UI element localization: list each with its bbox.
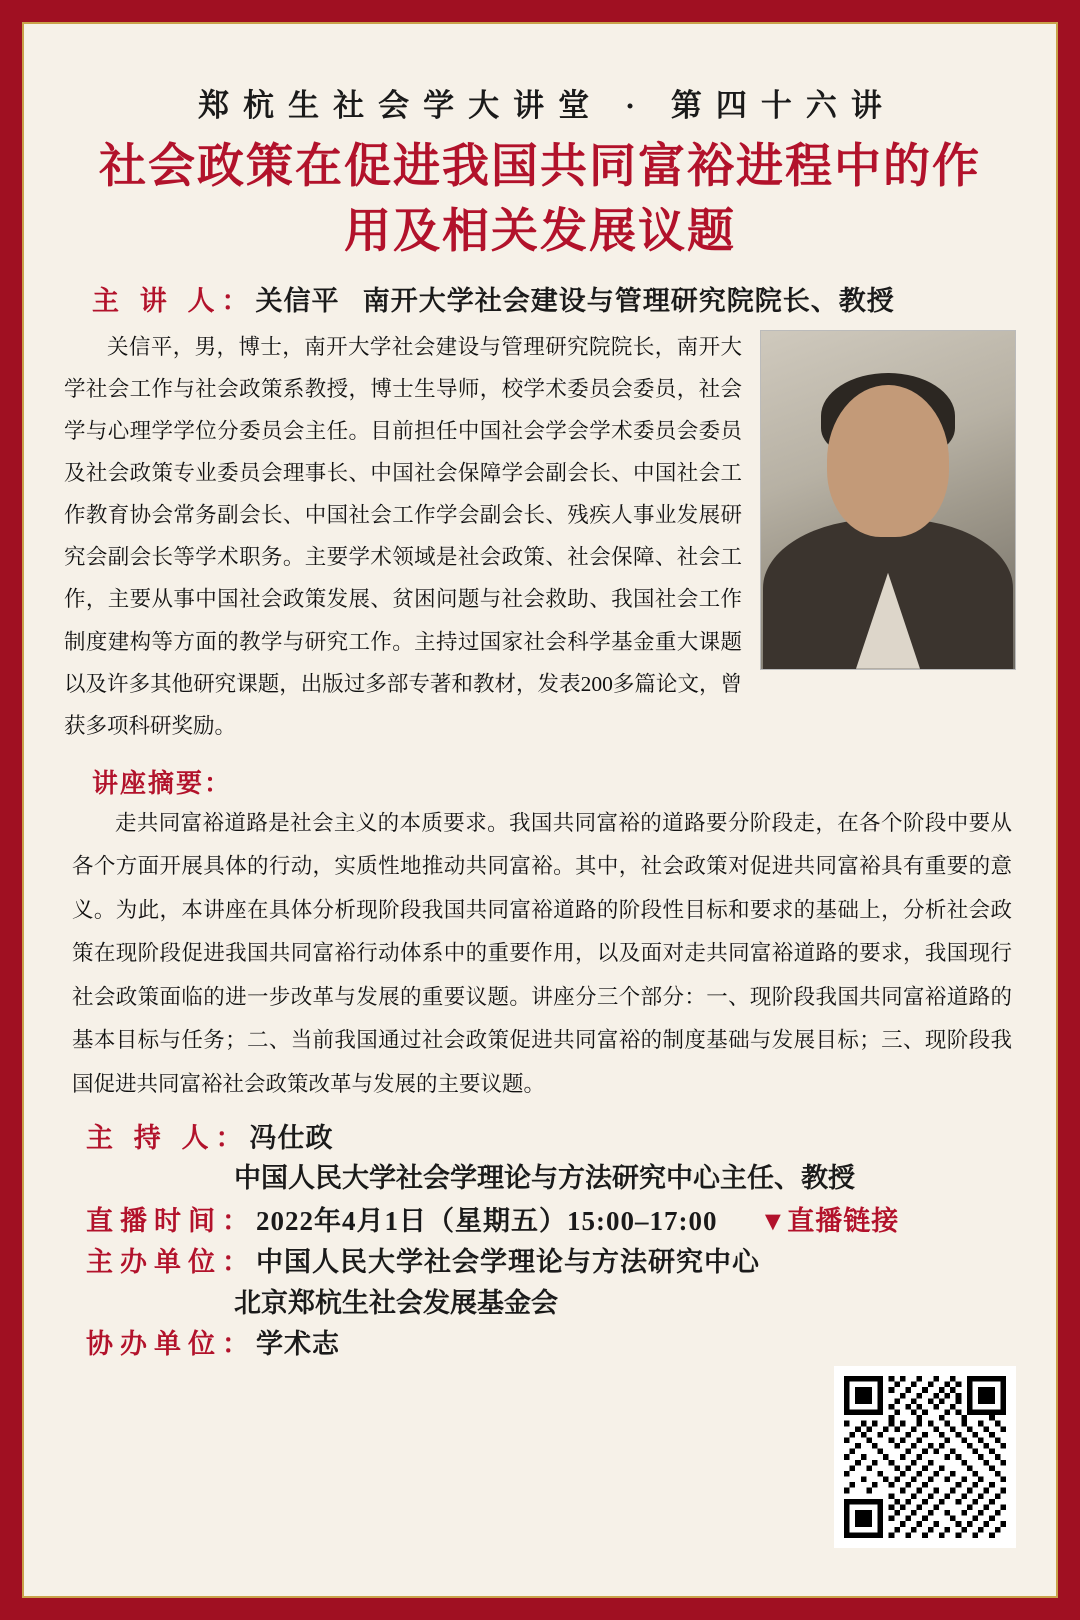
- abstract-heading: 讲座摘要：: [92, 768, 233, 798]
- series-subtitle: 郑杭生社会学大讲堂 · 第四十六讲: [198, 88, 896, 123]
- poster-body: [22, 22, 1058, 1598]
- time-label: 直播时间：: [86, 1205, 256, 1236]
- speaker-name: 关信平: [255, 285, 340, 316]
- speaker-affiliation: 南开大学社会建设与管理研究院院长、教授: [362, 285, 895, 316]
- speaker-label: 主 讲 人：: [92, 285, 256, 316]
- host-label: 主 持 人：: [86, 1122, 250, 1153]
- host-block: [58, 1118, 1022, 1365]
- organizer-line-1: 中国人民大学社会学理论与方法研究中心: [256, 1247, 760, 1278]
- speaker-portrait: [760, 330, 1016, 670]
- host-name: 冯仕政: [249, 1122, 334, 1153]
- page-title: 社会政策在促进我国共同富裕进程中的作用及相关发展议题: [99, 141, 981, 258]
- portrait-head-shape: [827, 385, 949, 537]
- time-row: [86, 1201, 1022, 1242]
- organizer-line-2: 北京郑杭生社会发展基金会: [234, 1287, 558, 1318]
- abstract-text: 走共同富裕道路是社会主义的本质要求。我国共同富裕的道路要分阶段走，在各个阶段中要从各个方面开展具体的行动，实质性地推动共同富裕。其中，社会政策对促进共同富裕具有重要的意义。为此，本讲座在具体分析现阶段我国共同富裕道路的阶段性目标和要求的基础上，分析社会政策在现阶段促进我国共同富裕行动体系中的重要作用，以及面对走共同富裕道路的要求，我国现行社会政策面临的进一步改革与发展的重要议题。讲座分三个部分：一、现阶段我国共同富裕道路的基本目标与任务；二、当前我国通过社会政策促进共同富裕的制度基础与发展目标；三、现阶段我国促进共同富裕社会政策改革与发展的主要议题。: [72, 810, 1012, 1096]
- speaker-heading: [92, 279, 1022, 318]
- coorganizer-value: 学术志: [256, 1329, 340, 1360]
- live-link-label[interactable]: ▼直播链接: [759, 1205, 900, 1236]
- coorganizer-label: 协办单位：: [86, 1329, 256, 1360]
- coorganizer-row: [86, 1324, 1022, 1365]
- qr-code[interactable]: [834, 1366, 1016, 1548]
- speaker-bio-text: 关信平，男，博士，南开大学社会建设与管理研究院院长，南开大学社会工作与社会政策系教授，博士生导师，校学术委员会委员，社会学与心理学学位分委员会主任。目前担任中国社会学会学术委员会委员及社会政策专业委员会理事长、中国社会保障学会副会长、中国社会工作教育协会常务副会长、中国社会工作学会副会长、残疾人事业发展研究会副会长等学术职务。主要学术领域是社会政策、社会保障、社会工作，主要从事中国社会政策发展、贫困问题与社会救助、我国社会工作制度建构等方面的教学与研究工作。主持过国家社会科学基金重大课题以及许多其他研究课题，出版过多部专著和教材，发表200多篇论文，曾获多项科研奖励。: [64, 334, 742, 738]
- host-row: [86, 1118, 1022, 1199]
- host-affiliation: 中国人民大学社会学理论与方法研究中心主任、教授: [234, 1163, 855, 1194]
- time-value: 2022年4月1日（星期五）15:00–17:00: [256, 1205, 718, 1236]
- organizer-label: 主办单位：: [86, 1247, 256, 1278]
- qr-code-image: [844, 1376, 1006, 1538]
- organizer-row: [86, 1242, 1022, 1323]
- speaker-bio-block: [64, 326, 1016, 747]
